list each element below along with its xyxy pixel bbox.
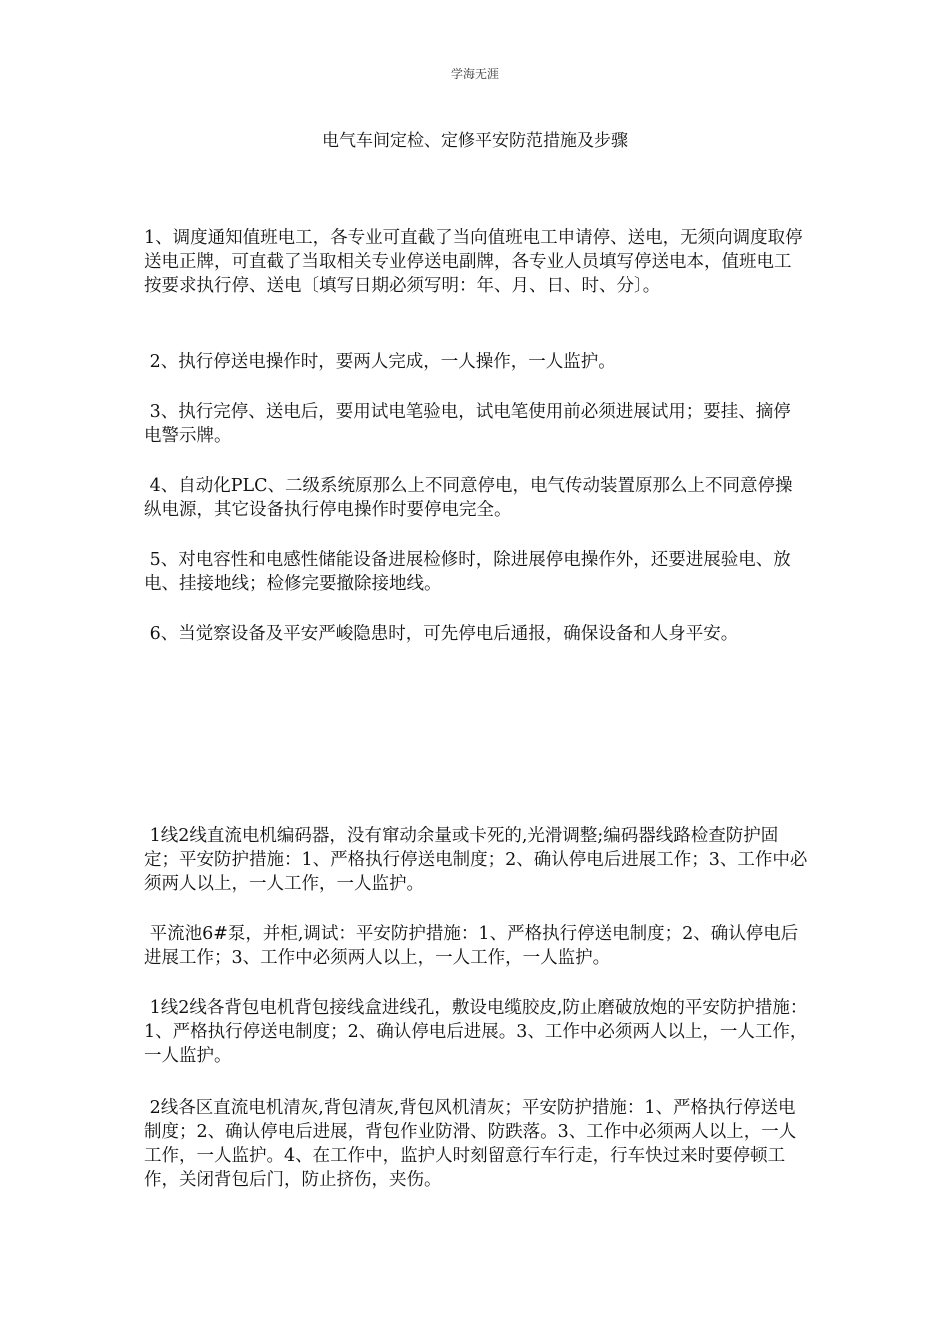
document-title: 电气车间定检、定修平安防范措施及步骤	[322, 131, 628, 151]
measure-paragraph-3: 3、执行完停、送电后，要用试电笔验电，试电笔使用前必须进展试用；要挂、摘停电警示牌。	[144, 402, 791, 446]
measure-paragraph-1: 1、调度通知值班电工，各专业可直截了当向值班电工申请停、送电，无须向调度取停送电正牌，可直截了当取相关专业停送电副牌，各专业人员填写停送电本，值班电工按要求执行停、送电〔填写日期必须写明：年、月、日、时、分〕。	[144, 228, 803, 296]
task-paragraph-2: 平流池6#泵，并柜,调试：平安防护措施：1、严格执行停送电制度；2、确认停电后进展工作；3、工作中必须两人以上，一人工作，一人监护。	[144, 924, 799, 968]
page-header: 学海无涯	[450, 67, 499, 81]
task-paragraph-1: 1线2线直流电机编码器，没有窜动余量或卡死的,光滑调整;编码器线路检查防护固定；平安防护措施：1、严格执行停送电制度；2、确认停电后进展工作；3、工作中必须两人以上，一人工作，一人监护。	[144, 826, 808, 894]
task-paragraph-4: 2线各区直流电机清灰,背包清灰,背包风机清灰；平安防护措施：1、严格执行停送电制度；2、确认停电后进展，背包作业防滑、防跌落。3、工作中必须两人以上，一人工作，一人监护。4、在工作中，监护人时刻留意行车行走，行车快过来时要停顿工作，关闭背包后门，防止挤伤，夹伤。	[144, 1098, 797, 1190]
task-paragraph-3: 1线2线各背包电机背包接线盒进线孔，敷设电缆胶皮,防止磨破放炮的平安防护措施：1、严格执行停送电制度；2、确认停电后进展。3、工作中必须两人以上，一人工作，一人监护。	[144, 998, 808, 1066]
measure-paragraph-6: 6、当觉察设备及平安严峻隐患时，可先停电后通报，确保设备和人身平安。	[144, 624, 739, 644]
measure-paragraph-5: 5、对电容性和电感性储能设备进展检修时，除进展停电操作外，还要进展验电、放电、挂接地线；检修完要撤除接地线。	[144, 550, 791, 594]
measure-paragraph-2: 2、执行停送电操作时，要两人完成，一人操作，一人监护。	[144, 352, 616, 372]
measure-paragraph-4: 4、自动化PLC、二级系统原那么上不同意停电，电气传动装置原那么上不同意停操纵电源，其它设备执行停电操作时要停电完全。	[144, 476, 793, 520]
